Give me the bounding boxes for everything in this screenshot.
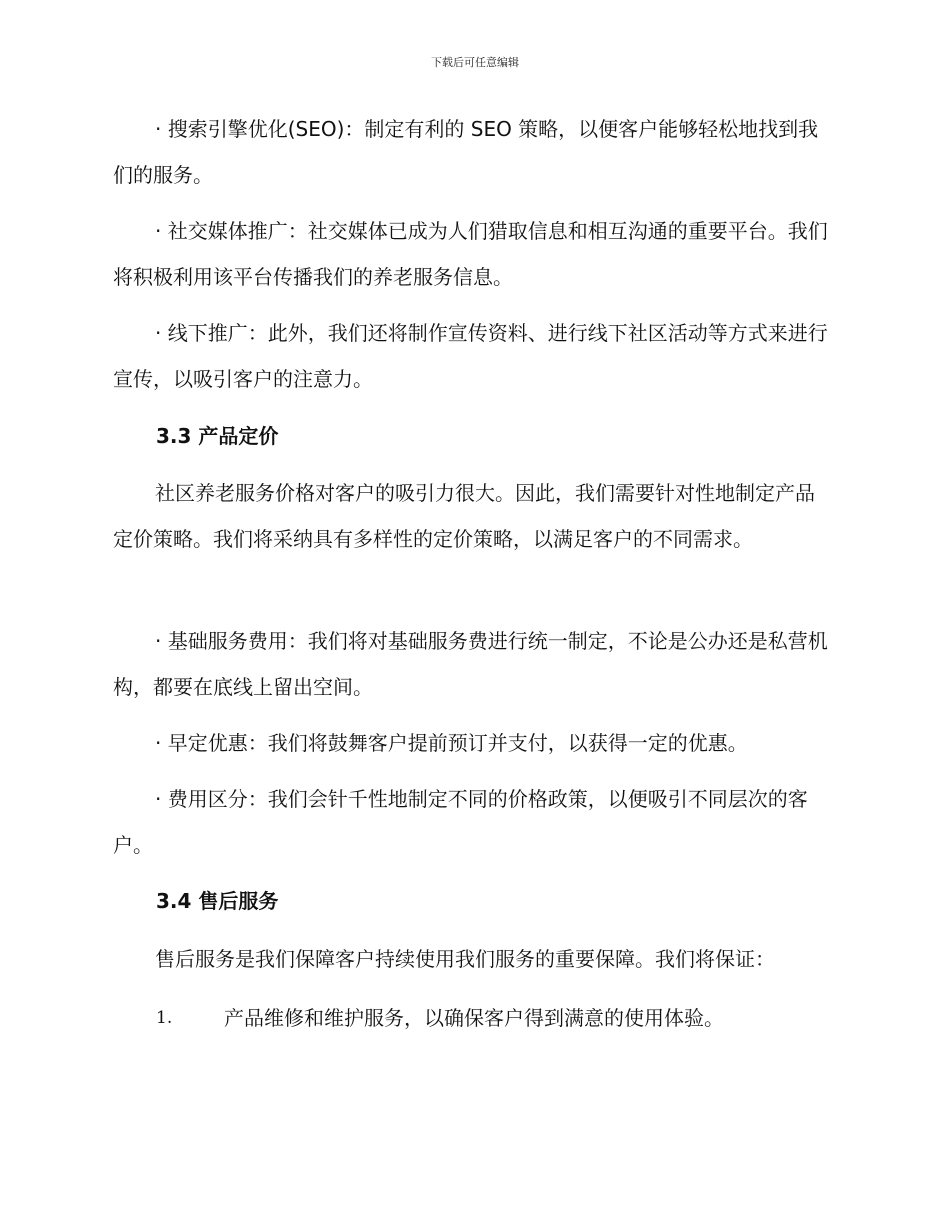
section-heading-3-4: 3.4 售后服务 bbox=[156, 889, 279, 913]
paragraph-seo: · 搜索引擎优化(SEO)：制定有利的 SEO 策略，以便客户能够轻松地找到我们的服务。 bbox=[113, 117, 819, 187]
list-item-number: 1. bbox=[156, 1008, 173, 1028]
paragraph-early-booking: · 早定优惠：我们将鼓舞客户提前预订并支付，以获得一定的优惠。 bbox=[155, 731, 748, 755]
paragraph-offline-promo: · 线下推广：此外，我们还将制作宣传资料、进行线下社区活动等方式来进行宣传，以吸引客户的注意力。 bbox=[113, 321, 828, 391]
paragraph-basic-fee: · 基础服务费用：我们将对基础服务费进行统一制定，不论是公办还是私营机构，都要在底线上留出空间。 bbox=[113, 629, 828, 699]
paragraph-fee-distinction: · 费用区分：我们会针千性地制定不同的价格政策，以便吸引不同层次的客户。 bbox=[113, 787, 808, 857]
header-note: 下载后可任意编辑 bbox=[431, 56, 519, 69]
paragraph-after-sales-intro: 售后服务是我们保障客户持续使用我们服务的重要保障。我们将保证： bbox=[155, 947, 775, 971]
list-item-text: 产品维修和维护服务，以确保客户得到满意的使用体验。 bbox=[224, 1006, 724, 1030]
section-heading-3-3: 3.3 产品定价 bbox=[156, 424, 279, 448]
paragraph-social-media: · 社交媒体推广：社交媒体已成为人们猎取信息和相互沟通的重要平台。我们将积极利用该平台传播我们的养老服务信息。 bbox=[113, 219, 828, 289]
paragraph-pricing-intro: 社区养老服务价格对客户的吸引力很大。因此，我们需要针对性地制定产品定价策略。我们将采纳具有多样性的定价策略，以满足客户的不同需求。 bbox=[113, 481, 815, 551]
